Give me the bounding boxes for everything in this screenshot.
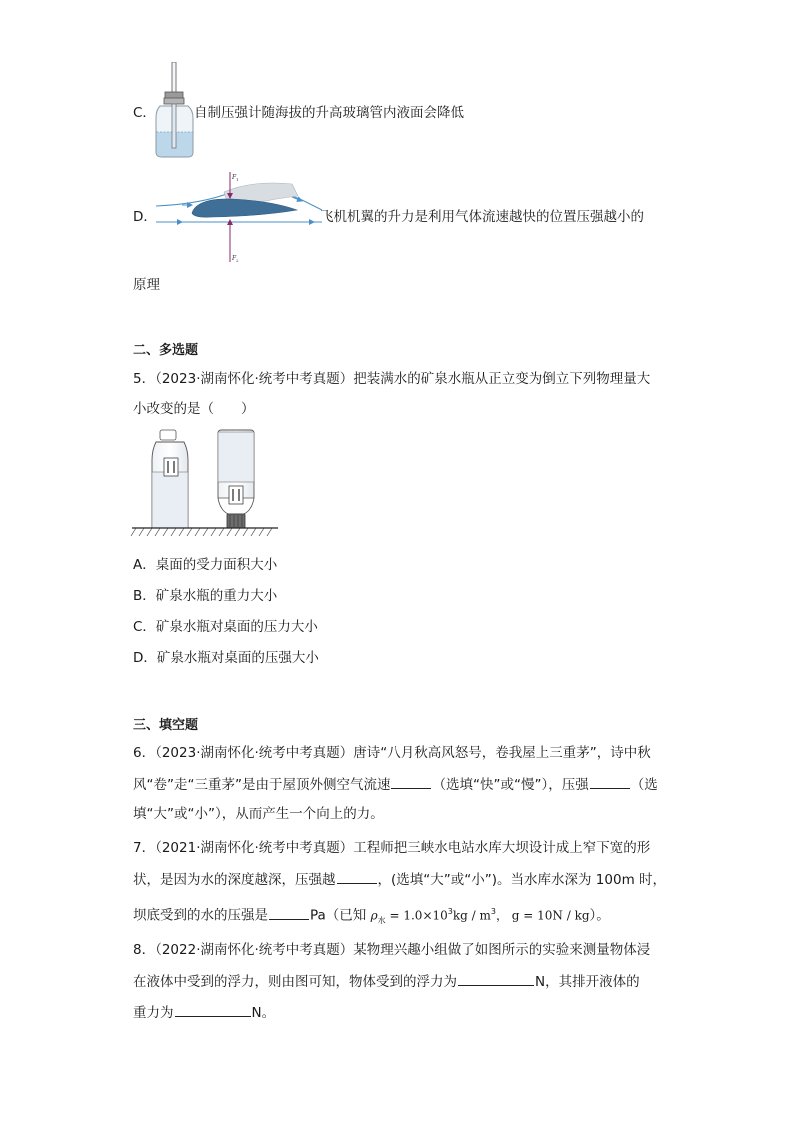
- q8-line-2: 在液体中受到的浮力，则由图可知，物体受到的浮力为 N，其排开液体的: [133, 971, 640, 992]
- q7-blank-2[interactable]: [269, 905, 309, 920]
- svg-text:2: 2: [236, 258, 239, 263]
- section-3-title: 三、填空题: [133, 718, 199, 733]
- q4-option-d-label: D．: [133, 209, 157, 225]
- q5-line-1: 5．（2023·湖南怀化·统考中考真题）把装满水的矿泉水瓶从正立变为倒立下列物理量大: [133, 371, 651, 387]
- q4-option-d-text: 飞机机翼的升力是利用气体流速越快的位置压强越小的: [320, 209, 644, 225]
- q8-line-1: 8．（2022·湖南怀化·统考中考真题）某物理兴趣小组做了如图所示的实验来测量物体浸: [133, 942, 651, 958]
- q5-option-b: B．矿泉水瓶的重力大小: [133, 588, 278, 604]
- bottle-figure: [130, 428, 280, 538]
- q7-line-2: 状，是因为水的深度越深，压强越 ，(选填“大”或“小”)。当水库水深为 100m 时，: [133, 869, 666, 890]
- force-f2-label: F: [232, 255, 237, 262]
- q7-blank-1[interactable]: [337, 869, 377, 884]
- q6-blank-2[interactable]: [590, 774, 630, 789]
- q6-line-3: 填“大”或“小”），从而产生一个向上的力。: [133, 806, 384, 822]
- airfoil-figure: [152, 170, 327, 265]
- q5-option-d: D．矿泉水瓶对桌面的压强大小: [133, 650, 319, 666]
- q4-option-c-label: C．: [133, 105, 156, 121]
- q7-line-3: 坝底受到的水的压强是 Pa（已知 $\rho_水 = 1.0\times 10^3kg / m^3$， g = 10N / kg）。: [133, 902, 610, 931]
- svg-text:1: 1: [236, 177, 239, 182]
- q5-option-c: C．矿泉水瓶对桌面的压力大小: [133, 619, 318, 635]
- pressure-gauge-figure: [152, 62, 197, 160]
- q6-line-2: 风“卷”走“三重茅”是由于屋顶外侧空气流速 （选填“快”或“慢”），压强 （选: [133, 774, 658, 795]
- q4-option-c-text: 自制压强计随海拔的升高玻璃管内液面会降低: [194, 105, 464, 121]
- q4-option-c: [133, 103, 156, 123]
- q8-blank-2[interactable]: [175, 1002, 251, 1017]
- q5-option-a: A．桌面的受力面积大小: [133, 557, 278, 573]
- q8-blank-1[interactable]: [458, 971, 534, 986]
- q7-line-1: 7．（2021·湖南怀化·统考中考真题）工程师把三峡水电站水库大坝设计成上窄下宽的形: [133, 840, 651, 856]
- rho-symbol: ρ: [370, 908, 378, 923]
- q8-line-3: 重力为 N。: [133, 1002, 275, 1023]
- q6-line-1: 6．（2023·湖南怀化·统考中考真题）唐诗“八月秋高风怒号，卷我屋上三重茅”，诗中秋: [133, 745, 651, 761]
- force-f1-label: F: [232, 174, 237, 181]
- q4-option-d-text-cont: 原理: [133, 277, 160, 293]
- q6-blank-1[interactable]: [391, 774, 431, 789]
- q5-line-2: 小改变的是（ ）: [133, 401, 255, 417]
- section-2-title: 二、多选题: [133, 343, 199, 358]
